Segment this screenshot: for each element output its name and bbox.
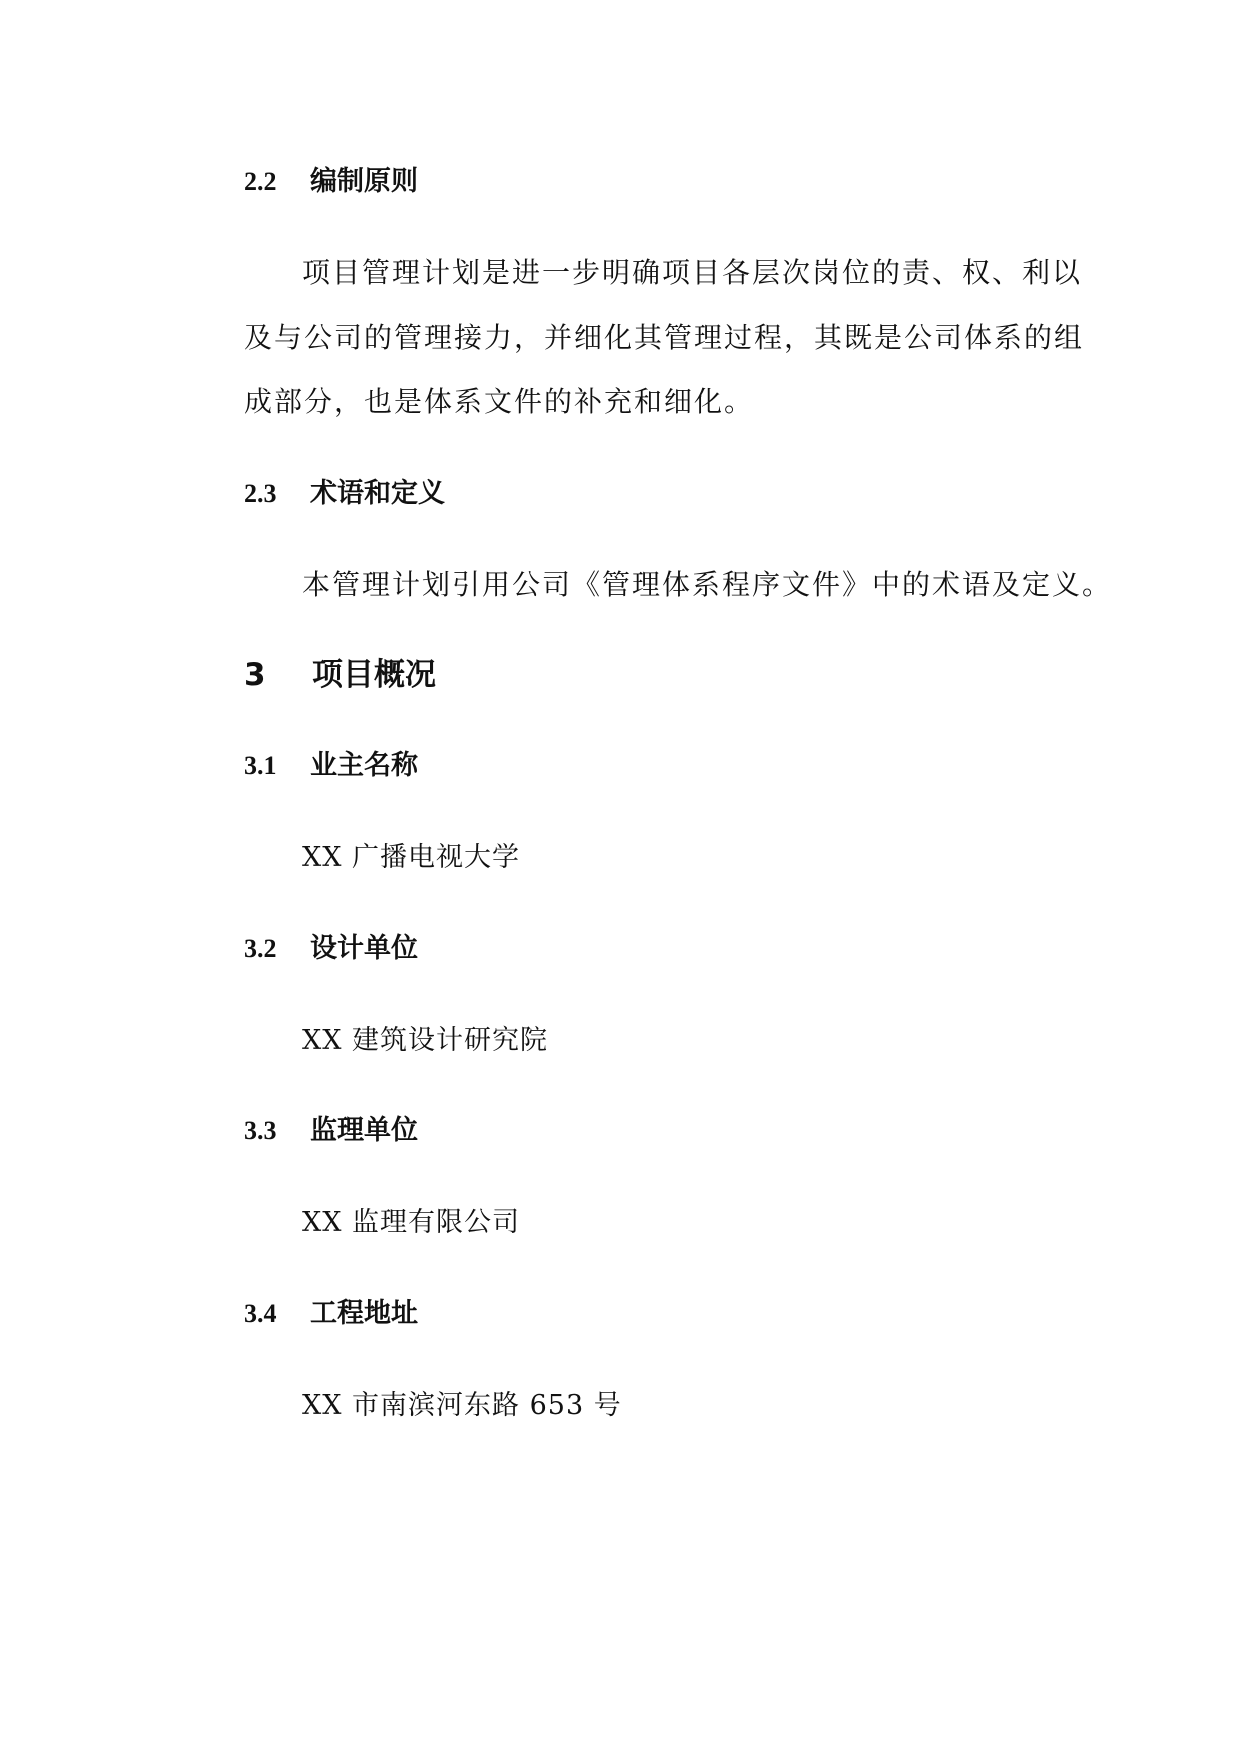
section-number: 3.2 xyxy=(244,934,277,963)
section-value: XX 建筑设计研究院 xyxy=(302,1025,549,1056)
section-heading-3-3 xyxy=(244,1117,418,1144)
section-title: 编制原则 xyxy=(310,166,418,197)
section-title: 监理单位 xyxy=(310,1115,418,1146)
section-heading-2-3 xyxy=(244,480,445,507)
chapter-heading-3 xyxy=(244,657,436,693)
chapter-number: 3 xyxy=(244,657,266,693)
section-heading-3-1 xyxy=(244,752,418,779)
section-number: 2.3 xyxy=(244,479,277,508)
paragraph-line: 项目管理计划是进一步明确项目各层次岗位的责、权、利以 xyxy=(302,256,1083,289)
section-value: XX 广播电视大学 xyxy=(302,842,521,873)
section-number: 3.4 xyxy=(244,1299,277,1328)
section-number: 3.1 xyxy=(244,751,277,780)
section-value: XX 市南滨河东路 653 号 xyxy=(302,1390,622,1421)
paragraph-line: 本管理计划引用公司《管理体系程序文件》中的术语及定义。 xyxy=(302,568,1113,601)
chapter-title: 项目概况 xyxy=(312,657,436,693)
section-title: 业主名称 xyxy=(310,750,418,781)
section-value: XX 监理有限公司 xyxy=(302,1207,521,1238)
section-title: 工程地址 xyxy=(310,1298,418,1329)
section-title: 设计单位 xyxy=(310,933,418,964)
paragraph-line: 成部分，也是体系文件的补充和细化。 xyxy=(244,385,755,418)
section-heading-3-4 xyxy=(244,1300,418,1327)
section-heading-2-2 xyxy=(244,168,418,195)
section-number: 3.3 xyxy=(244,1116,277,1145)
section-title: 术语和定义 xyxy=(310,478,445,509)
section-number: 2.2 xyxy=(244,167,277,196)
section-heading-3-2 xyxy=(244,935,418,962)
paragraph-line: 及与公司的管理接力，并细化其管理过程，其既是公司体系的组 xyxy=(244,321,1085,354)
